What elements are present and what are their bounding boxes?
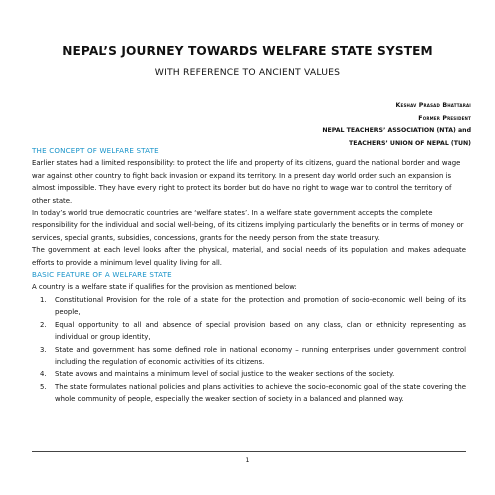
author-organization-2: TEACHERS’ UNION OF NEPAL (TUN) [349, 139, 471, 147]
list-item [32, 368, 466, 380]
author-block [221, 100, 471, 150]
author-name: Keshav Prasad Bhattarai [395, 102, 471, 109]
list-item [32, 319, 466, 344]
paragraph-concept-3: The government at each level looks after the physical, material, and social needs of its population and makes adequate efforts to provide a minimum level quality living for all. [32, 246, 466, 267]
paragraph-features-intro: A country is a welfare state if qualifies for the provision as mentioned below: [32, 283, 297, 292]
feature-list [32, 294, 466, 406]
page-number: 1 [245, 456, 250, 464]
footer-rule [32, 451, 466, 452]
list-item-text: State and government has some defined role in national economy – running enterprises under government control including the regulation of economic activities of its citizens. [55, 345, 466, 366]
list-item-number: 2. [40, 320, 47, 329]
list-item [32, 381, 466, 406]
author-organization-1: NEPAL TEACHERS’ ASSOCIATION (NTA) and [322, 127, 471, 134]
document-body [32, 145, 466, 406]
author-position: Former President [418, 114, 471, 122]
list-item-text: Constitutional Provision for the role of a state for the protection and promotion of socio-economic well being of its people, [55, 295, 466, 317]
section-heading-concept: THE CONCEPT OF WELFARE STATE [32, 146, 159, 155]
section-heading-features: BASIC FEATURE OF A WELFARE STATE [32, 270, 172, 280]
document-subtitle: WITH REFERENCE TO ANCIENT VALUES [154, 67, 341, 78]
list-item-number: 4. [40, 370, 47, 379]
paragraph-concept-2: In today’s world true democratic countries are ‘welfare states’. In a welfare state government accepts the complete responsibility for the individual and social well-being, of its citizens implying particularly the benefits or in terms of money or services, special grants, subsidies, concessions, grants for the needy person from the state treasury. [32, 209, 464, 242]
list-item [32, 294, 466, 319]
document-title: NEPAL’S JOURNEY TOWARDS WELFARE STATE SYSTEM [62, 44, 433, 58]
list-item-text: State avows and maintains a minimum level of social justice to the weaker sections of the society. [55, 370, 395, 379]
list-item [32, 344, 466, 369]
list-item-number: 1. [40, 295, 47, 304]
list-item-text: The state formulates national policies and plans activities to achieve the socio-economic goal of the state covering the whole community of people, especially the weaker section of society in a balanced and planned way. [55, 382, 466, 404]
paragraph-concept-1: Earlier states had a limited responsibility: to protect the life and property of its citizens, guard the national border and wage war against other country to fight back invasion or expand its territory. In a present day world order such an expansion is almost impossible. They have every right to protect its border but do have no right to wage war to control the territory of other state. [32, 159, 461, 205]
list-item-number: 5. [40, 382, 47, 391]
list-item-text: Equal opportunity to all and absence of special provision based on any class, clan or ethnicity representing as individual or group identity, [55, 320, 466, 342]
list-item-number: 3. [40, 345, 47, 354]
